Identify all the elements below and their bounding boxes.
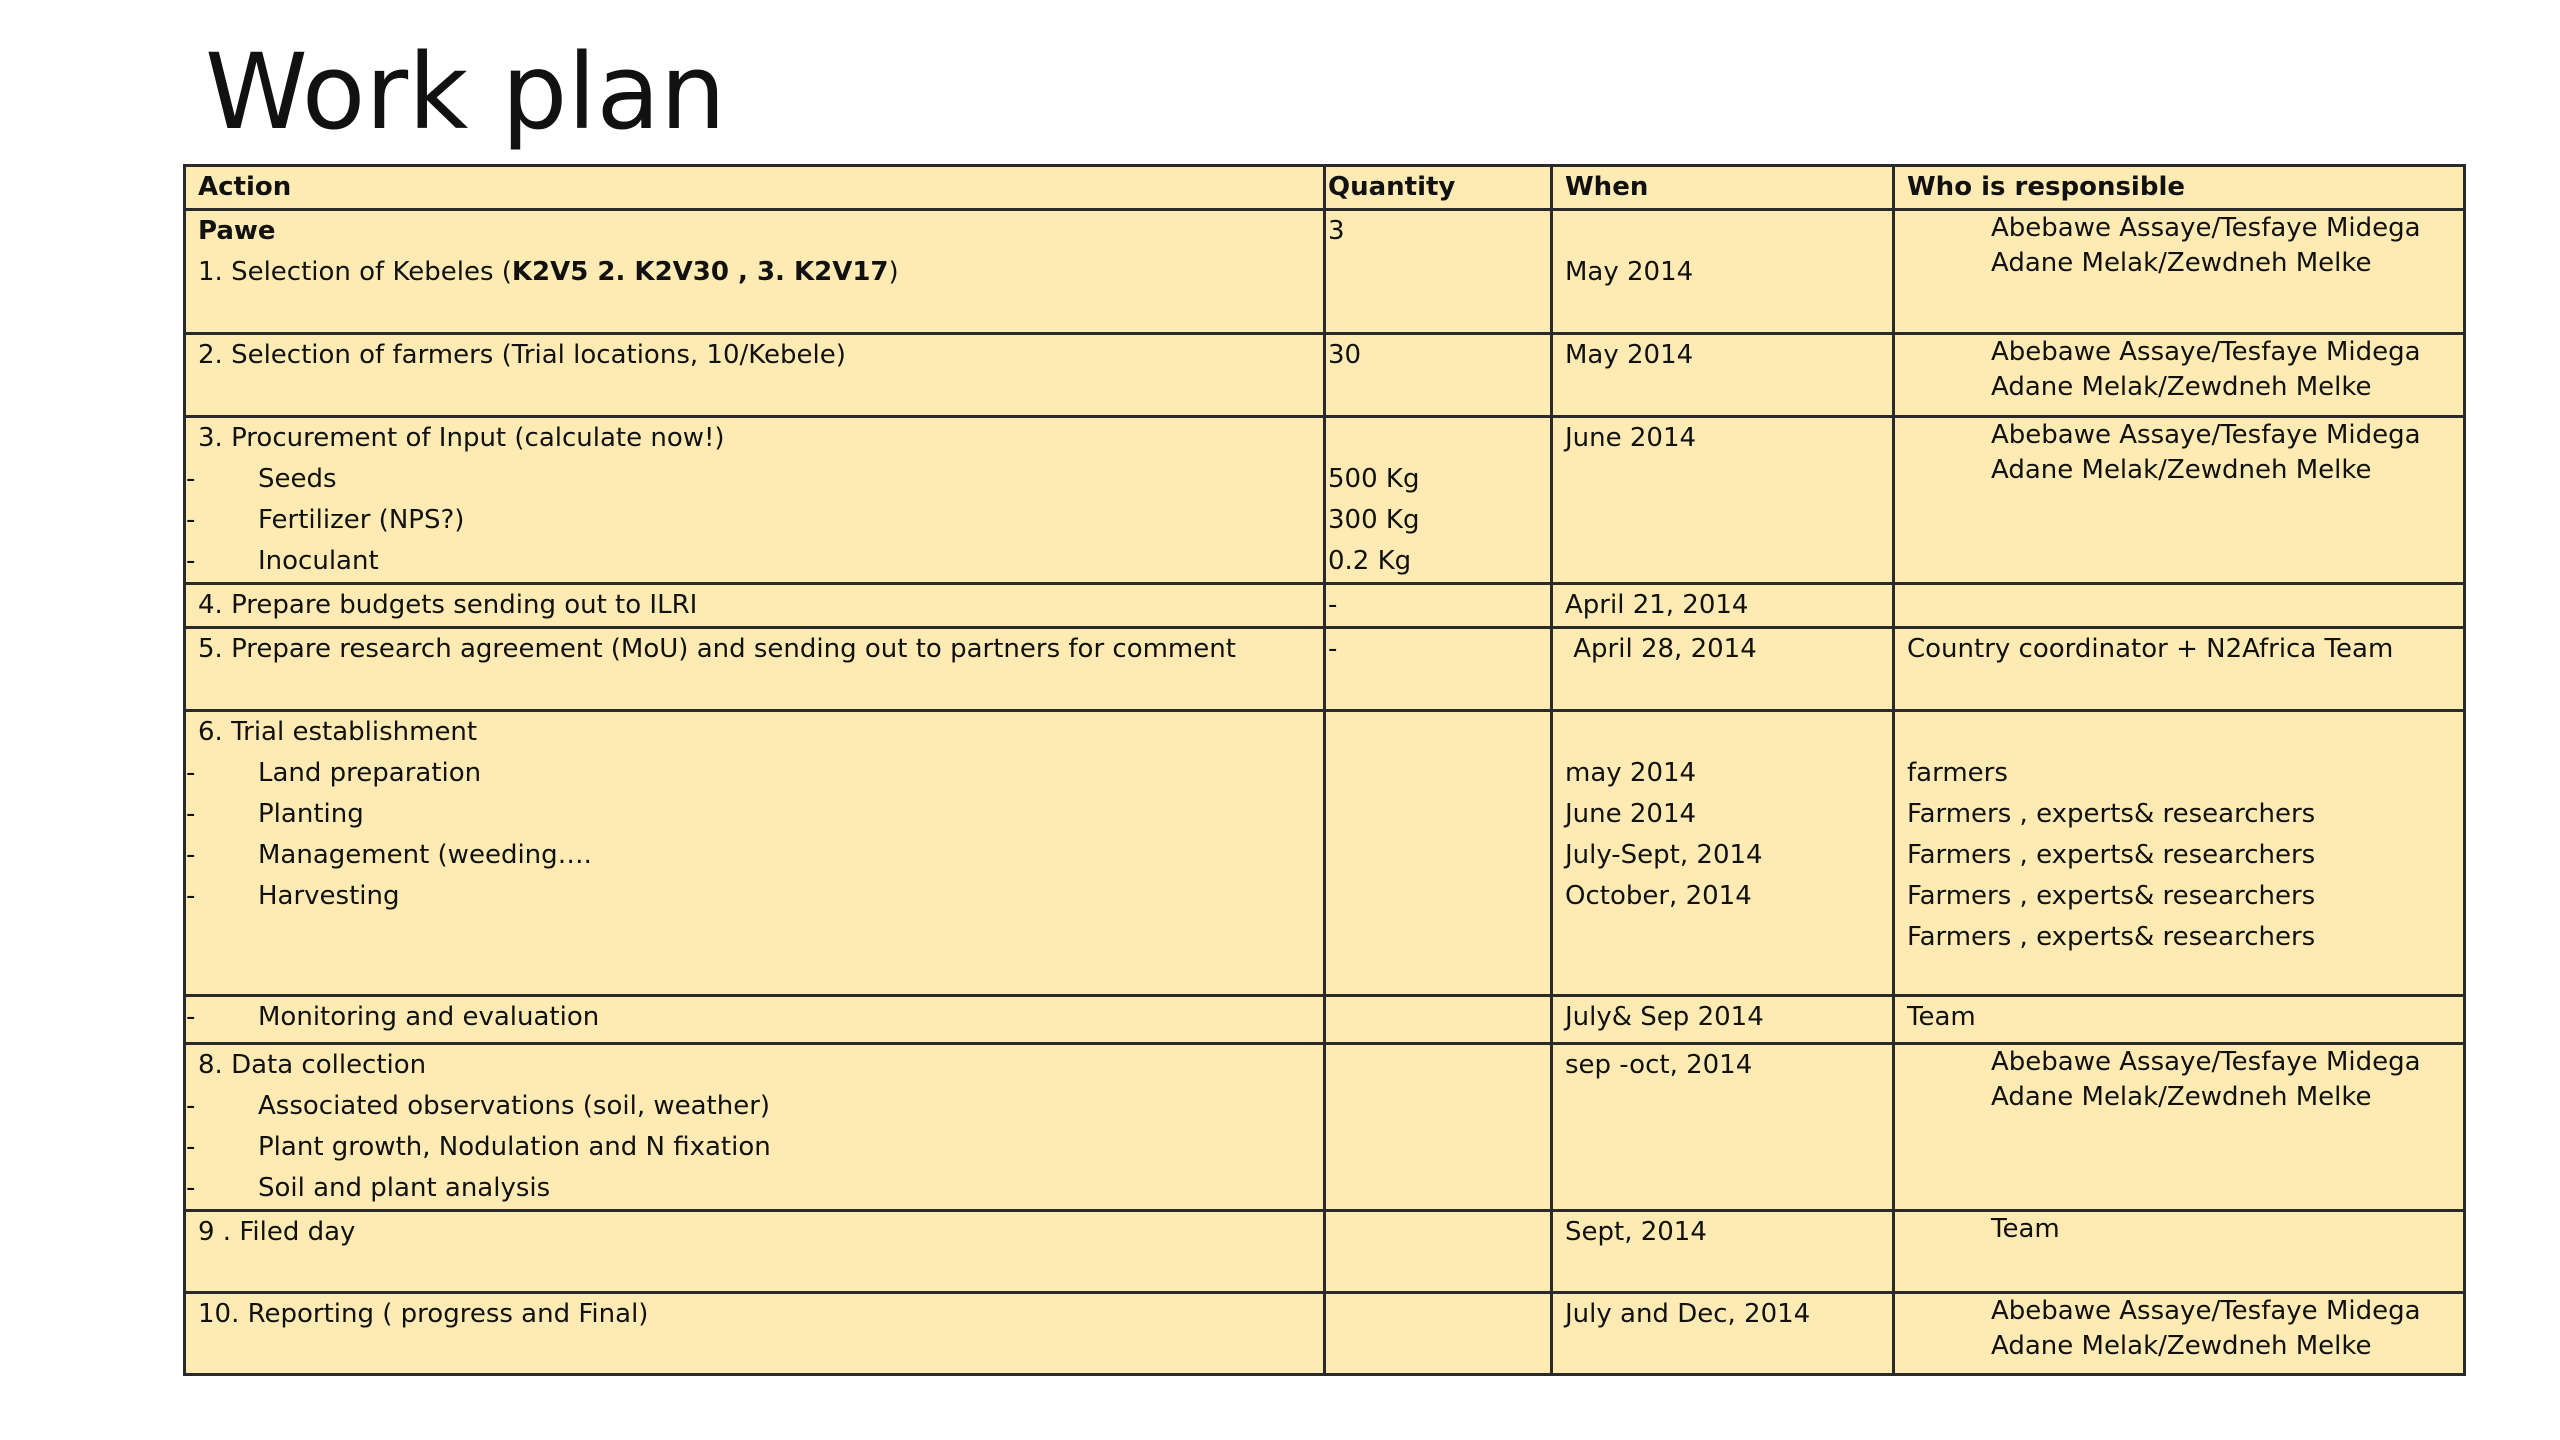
action-cell: 4. Prepare budgets sending out to ILRI — [185, 584, 1325, 628]
when-cell: April 21, 2014 — [1552, 584, 1894, 628]
table-row — [185, 1211, 2465, 1293]
header-quantity: Quantity — [1325, 166, 1552, 210]
when-cell: may 2014 June 2014 July-Sept, 2014 October, 2014 — [1552, 711, 1894, 996]
action-cell — [185, 210, 1325, 334]
list-item: - Land preparation — [186, 758, 482, 788]
action-cell: 6. Trial establishment - Land preparation - Planting - Management (weeding…. - Harvesting — [185, 711, 1325, 996]
responsible-cell: Abebawe Assaye/Tesfaye Midega Adane Melak/Zewdneh Melke — [1894, 417, 2465, 584]
quantity-cell — [1325, 1293, 1552, 1375]
responsible-cell: Abebawe Assaye/Tesfaye Midega Adane Melak/Zewdneh Melke — [1894, 210, 2465, 334]
list-item: - Plant growth, Nodulation and N fixation — [186, 1132, 771, 1162]
list-item: - Fertilizer (NPS?) — [186, 505, 465, 535]
quantity-cell: 500 Kg 300 Kg 0.2 Kg — [1325, 417, 1552, 584]
responsible-cell: Team — [1894, 996, 2465, 1044]
list-item: - Soil and plant analysis — [186, 1173, 551, 1203]
table-row — [185, 628, 2465, 711]
table-header-row — [185, 166, 2465, 210]
quantity-cell: 3 — [1325, 210, 1552, 334]
table-row — [185, 996, 2465, 1044]
responsible-cell: Abebawe Assaye/Tesfaye Midega Adane Melak/Zewdneh Melke — [1894, 1293, 2465, 1375]
action-cell — [185, 996, 1325, 1044]
when-cell: Sept, 2014 — [1552, 1211, 1894, 1293]
table-row — [185, 711, 2465, 996]
action-cell: 5. Prepare research agreement (MoU) and sending out to partners for comment — [185, 628, 1325, 711]
when-cell: July& Sep 2014 — [1552, 996, 1894, 1044]
quantity-cell: - — [1325, 628, 1552, 711]
action-cell: 9 . Filed day — [185, 1211, 1325, 1293]
responsible-cell: Team — [1894, 1211, 2465, 1293]
list-item: - Inoculant — [186, 546, 379, 576]
quantity-cell: - — [1325, 584, 1552, 628]
header-action: Action — [185, 166, 1325, 210]
responsible-cell: farmers Farmers , experts& researchers Farmers , experts& researchers Farmers , experts& researchers Farmers , experts& researchers — [1894, 711, 2465, 996]
when-cell: May 2014 — [1552, 334, 1894, 417]
work-plan-table — [183, 164, 2466, 1376]
responsible-cell: Country coordinator + N2Africa Team — [1894, 628, 2465, 711]
table-row — [185, 1044, 2465, 1211]
action-cell: 2. Selection of farmers (Trial locations, 10/Kebele) — [185, 334, 1325, 417]
when-cell: April 28, 2014 — [1552, 628, 1894, 711]
table-row — [185, 334, 2465, 417]
quantity-cell — [1325, 996, 1552, 1044]
list-item: - Management (weeding…. — [186, 840, 592, 870]
quantity-cell — [1325, 711, 1552, 996]
header-responsible: Who is responsible — [1894, 166, 2465, 210]
list-item: - Monitoring and evaluation — [186, 1002, 600, 1032]
list-item: - Associated observations (soil, weather) — [186, 1091, 771, 1121]
when-cell: July and Dec, 2014 — [1552, 1293, 1894, 1375]
header-when: When — [1552, 166, 1894, 210]
action-cell: 8. Data collection - Associated observations (soil, weather) - Plant growth, Nodulation and N fixation - Soil and plant analysis — [185, 1044, 1325, 1211]
responsible-cell: Abebawe Assaye/Tesfaye Midega Adane Melak/Zewdneh Melke — [1894, 334, 2465, 417]
quantity-cell — [1325, 1044, 1552, 1211]
table-row — [185, 1293, 2465, 1375]
responsible-cell: Abebawe Assaye/Tesfaye Midega Adane Melak/Zewdneh Melke — [1894, 1044, 2465, 1211]
table-row — [185, 210, 2465, 334]
action-cell: 3. Procurement of Input (calculate now!) - Seeds - Fertilizer (NPS?) - Inoculant — [185, 417, 1325, 584]
responsible-cell — [1894, 584, 2465, 628]
list-item: - Harvesting — [186, 881, 400, 911]
table-row — [185, 584, 2465, 628]
quantity-cell — [1325, 1211, 1552, 1293]
when-cell: June 2014 — [1552, 417, 1894, 584]
action-cell: 10. Reporting ( progress and Final) — [185, 1293, 1325, 1375]
page-title: Work plan — [205, 31, 726, 153]
table-row — [185, 417, 2465, 584]
when-cell: sep -oct, 2014 — [1552, 1044, 1894, 1211]
list-item: - Seeds — [186, 464, 337, 494]
quantity-cell: 30 — [1325, 334, 1552, 417]
list-item: - Planting — [186, 799, 364, 829]
when-cell: May 2014 — [1552, 210, 1894, 334]
action-text: 1. Selection of Kebeles (K2V5 2. K2V30 , 3. K2V17) — [198, 257, 899, 287]
site-heading: Pawe — [198, 216, 276, 246]
